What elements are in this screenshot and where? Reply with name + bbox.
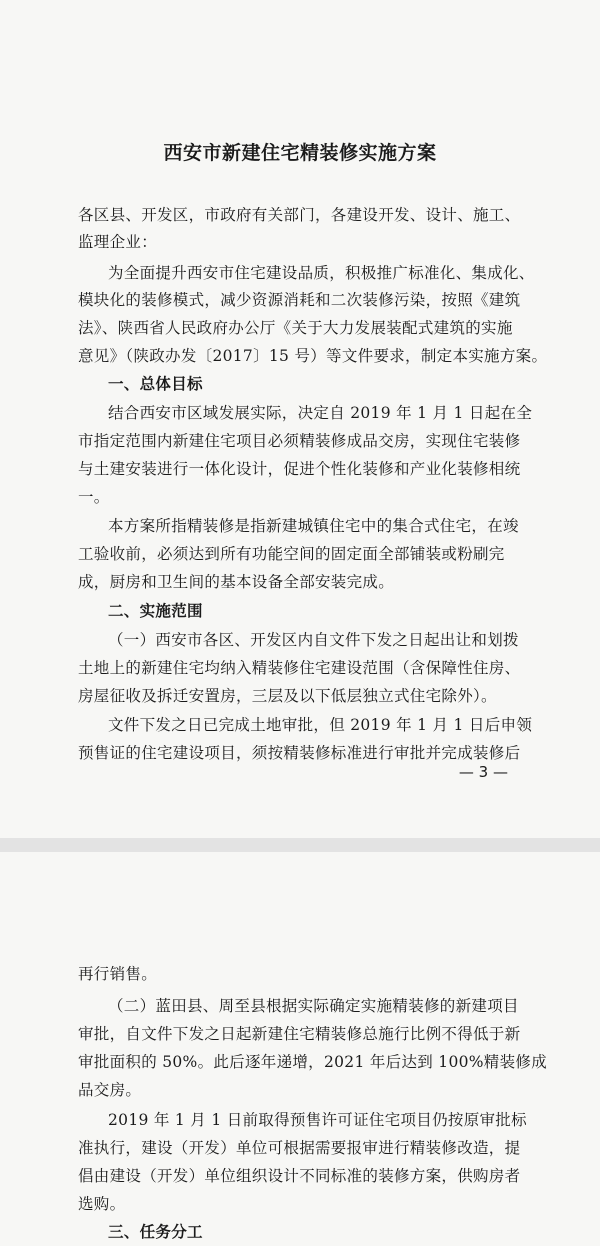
paragraph-line: 审批面积的 50%。此后逐年递增，2021 年后达到 100%精装修成 <box>78 1053 547 1071</box>
paragraph-line: 工验收前，必须达到所有功能空间的固定面全部铺装或粉刷完 <box>78 545 505 563</box>
paragraph-line: （一）西安市各区、开发区内自文件下发之日起出让和划拨 <box>108 631 519 649</box>
paragraph-line: 意见》（陕政办发〔2017〕15 号）等文件要求，制定本实施方案。 <box>78 347 548 365</box>
paragraph-line: 一。 <box>78 488 110 506</box>
paragraph-line: 倡由建设（开发）单位组织设计不同标准的装修方案，供购房者 <box>78 1167 521 1185</box>
paragraph-line: 房屋征收及拆迁安置房，三层及以下低层独立式住宅除外）。 <box>78 687 497 705</box>
paragraph-line: 文件下发之日已完成土地审批，但 2019 年 1 月 1 日后申领 <box>108 716 533 734</box>
document-title: 西安市新建住宅精装修实施方案 <box>163 142 437 164</box>
paragraph-line: 模块化的装修模式，减少资源消耗和二次装修污染，按照《建筑 <box>78 291 521 309</box>
paragraph-line: 本方案所指精装修是指新建城镇住宅中的集合式住宅，在竣 <box>108 517 519 535</box>
paragraph-line: 再行销售。 <box>78 965 158 983</box>
addressee-line: 各区县、开发区，市政府有关部门，各建设开发、设计、施工、 <box>78 206 521 224</box>
paragraph-line: 为全面提升西安市住宅建设品质，积极推广标准化、集成化、 <box>108 264 535 282</box>
paragraph-line: 选购。 <box>78 1195 126 1213</box>
section-heading-3: 三、任务分工 <box>108 1222 203 1241</box>
paragraph-line: 土地上的新建住宅均纳入精装修住宅建设范围（含保障性住房、 <box>78 659 521 677</box>
addressee-line: 监理企业： <box>78 233 158 251</box>
paragraph-line: 准执行，建设（开发）单位可根据需要报审进行精装修改造，提 <box>78 1139 521 1157</box>
section-heading-2: 二、实施范围 <box>108 601 203 620</box>
paragraph-line: 预售证的住宅建设项目，须按精装修标准进行审批并完成装修后 <box>78 744 521 762</box>
page-separator <box>0 838 600 852</box>
section-heading-1: 一、总体目标 <box>108 374 203 393</box>
paragraph-line: 成，厨房和卫生间的基本设备全部安装完成。 <box>78 573 395 591</box>
paragraph-line: 结合西安市区域发展实际，决定自 2019 年 1 月 1 日起在全 <box>108 404 533 422</box>
paragraph-line: （二）蓝田县、周至县根据实际确定实施精装修的新建项目 <box>108 997 519 1015</box>
document-page-2 <box>0 852 600 1246</box>
paragraph-line: 市指定范围内新建住宅项目必须精装修成品交房，实现住宅装修 <box>78 432 521 450</box>
page-number: — 3 — <box>458 763 508 781</box>
paragraph-line: 与土建安装进行一体化设计，促进个性化装修和产业化装修相统 <box>78 460 521 478</box>
paragraph-line: 品交房。 <box>78 1081 142 1099</box>
paragraph-line: 2019 年 1 月 1 日前取得预售许可证住宅项目仍按原审批标 <box>108 1111 527 1129</box>
paragraph-line: 法》、陕西省人民政府办公厅《关于大力发展装配式建筑的实施 <box>78 319 513 337</box>
paragraph-line: 审批，自文件下发之日起新建住宅精装修总施行比例不得低于新 <box>78 1025 521 1043</box>
